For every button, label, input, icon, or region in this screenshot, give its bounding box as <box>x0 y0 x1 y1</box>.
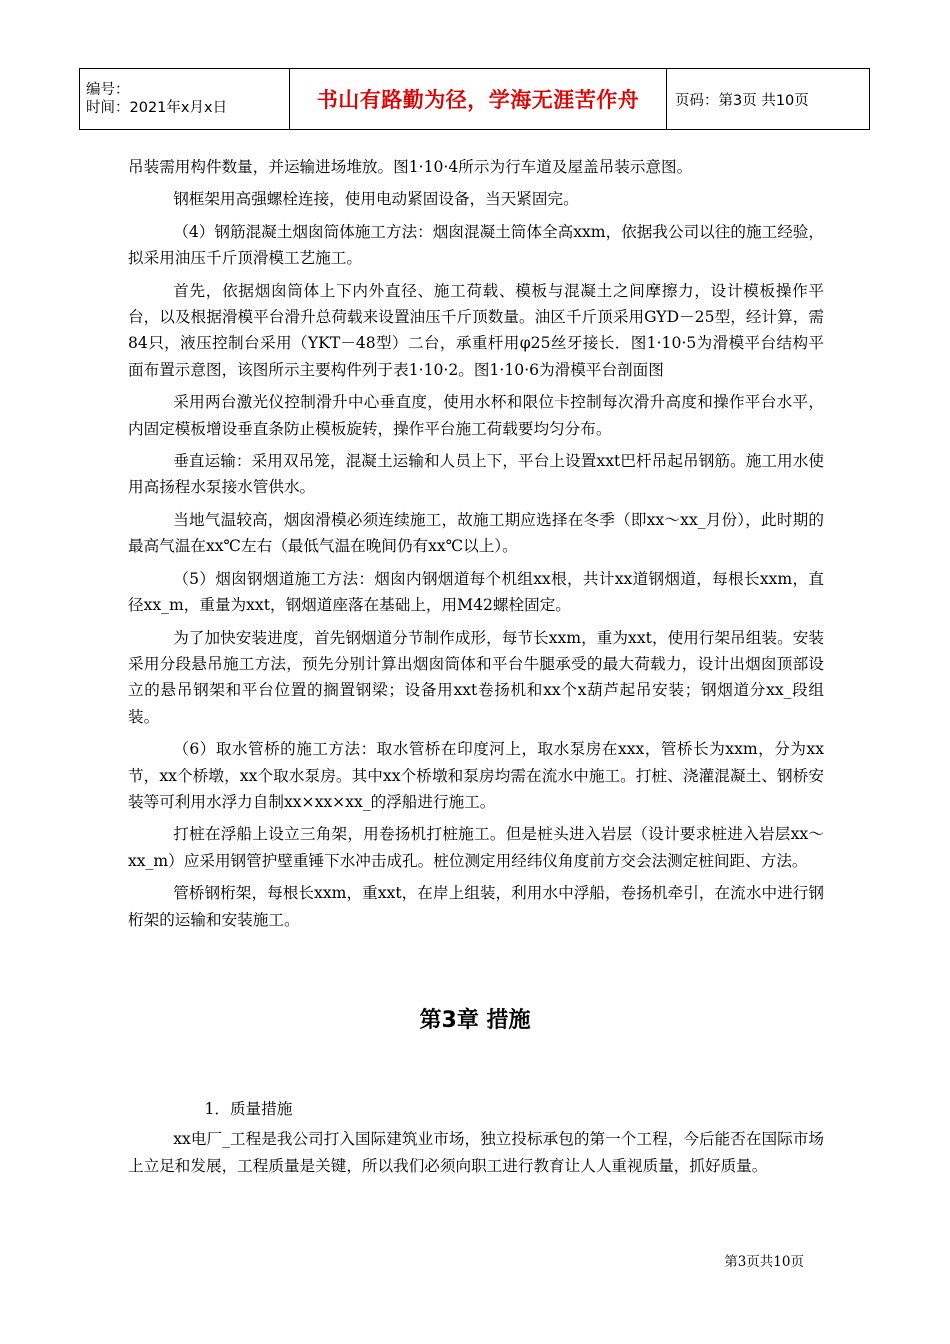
quality-section <box>128 1096 824 1185</box>
section-paragraph: xx电厂_工程是我公司打入国际建筑业市场，独立投标承包的第一个工程，今后能否在国际市场上立足和发展，工程质量是关键，所以我们必须向职工进行教育让人人重视质量，抓好质量。 <box>128 1130 824 1175</box>
date-label: 时间：2021年x月x日 <box>86 100 228 116</box>
header-meta <box>80 69 290 130</box>
page-footer: 第3页共10页 <box>724 1254 804 1270</box>
section-title: 1．质量措施 <box>204 1100 293 1118</box>
paragraph: 吊装需用构件数量，并运输进场堆放。图1·10·4所示为行车道及屋盖吊装示意图。 <box>128 158 693 176</box>
paragraph: 采用两台激光仪控制滑升中心垂直度，使用水杯和限位卡控制每次滑升高度和操作平台水平，内固定模板增设垂直条防止模板旋转，操作平台施工荷载要均匀分布。 <box>128 393 824 438</box>
paragraph: 当地气温较高，烟囱滑模必须连续施工，故施工期应选择在冬季（即xx～xx_月份），此时期的最高气温在xx℃左右（最低气温在晚间仍有xx℃以上）。 <box>128 510 824 556</box>
paragraph: 打桩在浮船上设立三角架，用卷扬机打桩施工。但是桩头进入岩层（设计要求桩进入岩层xx～xx_m）应采用钢管护壁重锤下水冲击成孔。桩位测定用经纬仪角度前方交会法测定桩间距、方法。 <box>128 825 824 870</box>
paragraph: （4）钢筋混凝土烟囱筒体施工方法：烟囱混凝土筒体全高xxm，依据我公司以往的施工经验，拟采用油压千斤顶滑模工艺施工。 <box>128 222 824 268</box>
chapter-title: 第3章 措施 <box>419 1008 531 1033</box>
number-label: 编号： <box>86 82 130 98</box>
paragraph: 钢框架用高强螺栓连接，使用电动紧固设备，当天紧固完。 <box>173 190 579 209</box>
paragraph: 为了加快安装进度，首先钢烟道分节制作成形，每节长xxm，重为xxt，使用行架吊组装。安装采用分段悬吊施工方法，预先分别计算出烟囱筒体和平台牛腿承受的最大荷载力，设计出烟囱顶部设立的悬吊钢架和平台位置的搁置钢梁；设备用xxt卷扬机和xx个x葫芦起吊安装；钢烟道分xx_段组装。 <box>128 628 824 726</box>
paragraph: 管桥钢桁架，每根长xxm，重xxt，在岸上组装，利用水中浮船，卷扬机牵引，在流水中进行钢桁架的运输和安装施工。 <box>128 884 824 929</box>
paragraph: （6）取水管桥的施工方法：取水管桥在印度河上，取水泵房在xxx，管桥长为xxm，分为xx节，xx个桥墩，xx个取水泵房。其中xx个桥墩和泵房均需在流水中施工。打桩、浇灌混凝土、钢桥安装等可利用水浮力自制xx×xx×xx_的浮船进行施工。 <box>128 740 824 811</box>
body-text <box>128 154 824 939</box>
header-page-info: 页码：第3页 共10页 <box>667 69 870 130</box>
header-motto: 书山有路勤为径，学海无涯苦作舟 <box>290 69 667 130</box>
paragraph: （5）烟囱钢烟道施工方法：烟囱内钢烟道每个机组xx根，共计xx道钢烟道，每根长xxm，直径xx_m，重量为xxt，钢烟道座落在基础上，用M42螺栓固定。 <box>128 569 824 615</box>
paragraph: 垂直运输：采用双吊笼，混凝土运输和人员上下，平台上设置xxt巴杆吊起吊钢筋。施工用水使用高扬程水泵接水管供水。 <box>128 452 824 497</box>
page-header <box>79 68 870 130</box>
paragraph: 首先，依据烟囱筒体上下内外直径、施工荷载、模板与混凝土之间摩擦力，设计模板操作平台，以及根据滑模平台滑升总荷载来设置油压千斤顶数量。油区千斤顶采用GYD－25型，经计算，需84只，液压控制台采用（YKT－48型）二台，承重杆用φ25丝牙接长．图1·10·5为滑模平台结构平面布置示意图，该图所示主要构件列于表1·10·2。图1·10·6为滑模平台剖面图 <box>128 281 824 379</box>
